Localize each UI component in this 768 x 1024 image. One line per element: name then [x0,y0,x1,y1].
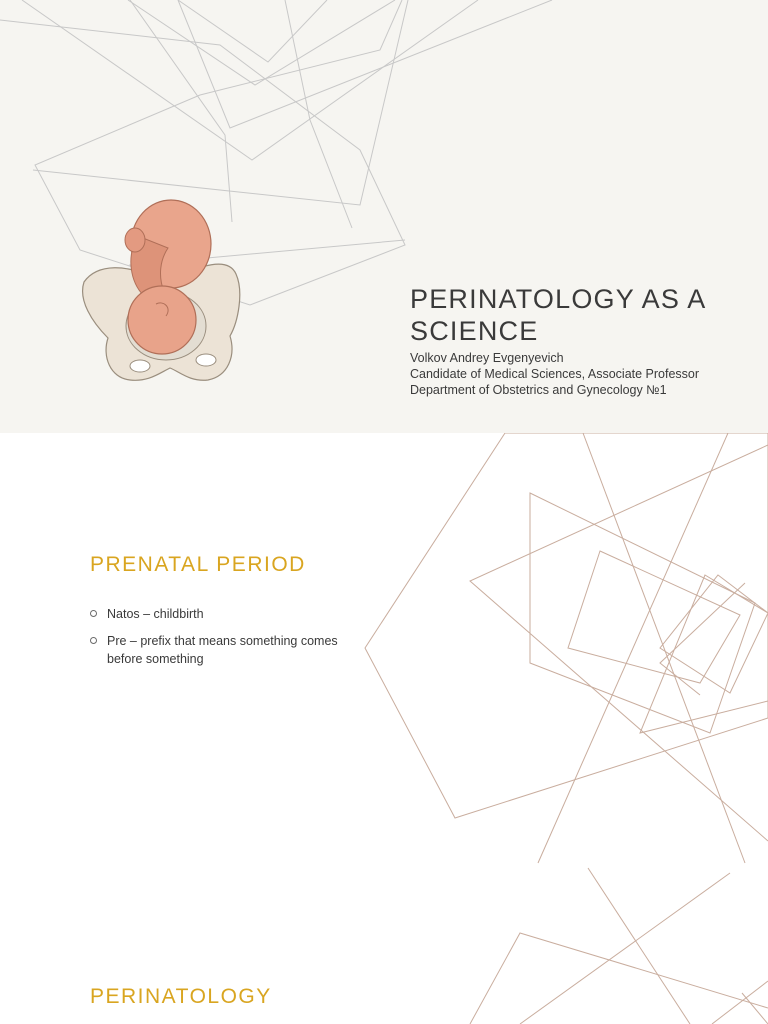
author-position: Candidate of Medical Sciences, Associate Professor [410,367,700,381]
bullet-text: Pre – prefix that means something comes before something [107,634,338,666]
section-heading-perinatology: PERINATOLOGY [90,985,272,1008]
bullet-circle-icon [90,637,97,644]
geometric-line-decoration [0,433,768,1024]
section-heading-prenatal: PRENATAL PERIOD [90,553,306,576]
title-block [410,283,750,398]
presentation-title: PERINATOLOGY AS A SCIENCE [410,284,706,346]
fetus-in-pelvis-illustration [78,196,248,386]
bullet-list [90,605,360,677]
list-item [90,605,360,623]
list-item [90,632,360,668]
author-name: Volkov Andrey Evgenyevich [410,351,564,365]
title-slide [0,0,768,433]
bullet-text: Natos – childbirth [107,607,204,621]
bullet-circle-icon [90,610,97,617]
content-slide [0,433,768,1024]
author-department: Department of Obstetrics and Gynecology №1 [410,383,667,397]
